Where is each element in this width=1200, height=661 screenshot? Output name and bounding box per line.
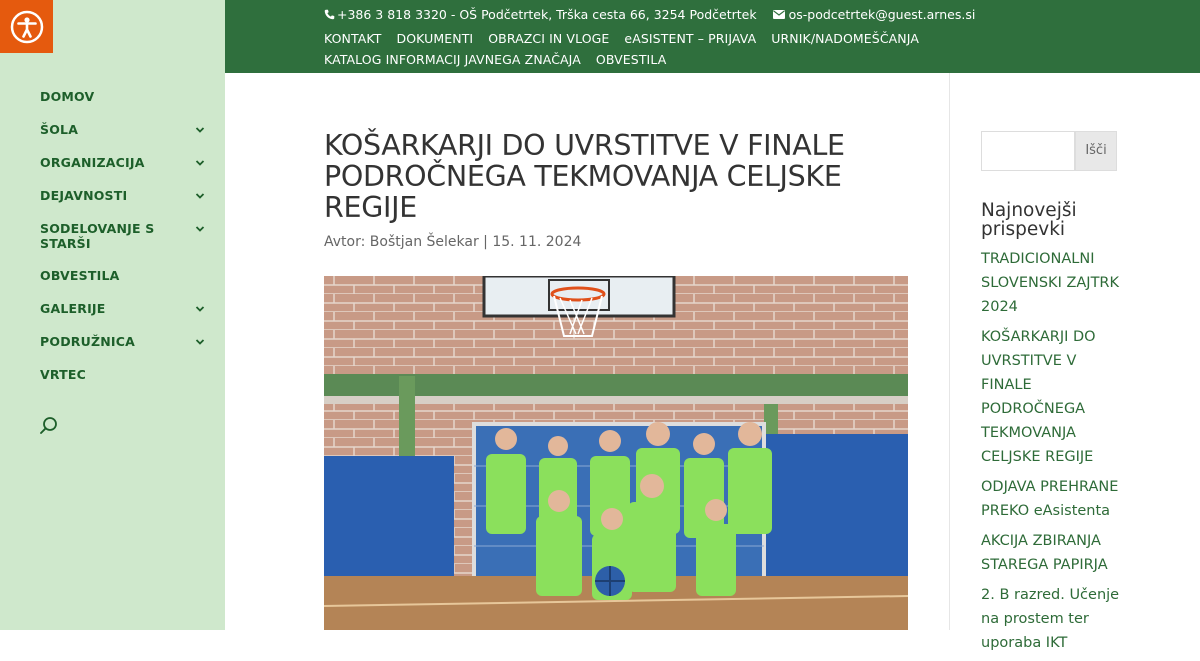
sidebar-item[interactable]	[40, 122, 210, 155]
sidebar-item[interactable]	[40, 188, 210, 221]
sidebar-item-label: VRTEC	[40, 367, 86, 382]
contact-line	[324, 7, 975, 22]
sidebar-item-label: DEJAVNOSTI	[40, 188, 128, 203]
chevron-down-icon[interactable]	[194, 223, 206, 235]
top-menu-item[interactable]: URNIK/NADOMEŠČANJA	[771, 31, 919, 46]
search-button[interactable]: Išči	[1075, 131, 1117, 171]
sidebar-item-label: ŠOLA	[40, 122, 79, 137]
top-menu-item[interactable]: OBVESTILA	[595, 52, 667, 67]
post-meta: Avtor: Boštjan Šelekar | 15. 11. 2024	[324, 234, 582, 250]
sidebar-item-label: GALERIJE	[40, 301, 106, 316]
post-featured-image	[324, 276, 908, 630]
sidebar-item[interactable]	[40, 89, 210, 122]
search-input[interactable]	[981, 131, 1075, 171]
contact-email[interactable]: os-podcetrtek@guest.arnes.si	[788, 7, 976, 22]
sidebar-item-label: OBVESTILA	[40, 268, 120, 283]
chevron-down-icon[interactable]	[194, 336, 206, 348]
content-divider	[949, 73, 950, 630]
sidebar-item-label: PODRUŽNICA	[40, 334, 135, 349]
top-menu	[324, 28, 944, 70]
post-title: KOŠARKARJI DO UVRSTITVE V FINALE PODROČNEGA TEKMOVANJA CELJSKE REGIJE	[324, 129, 845, 224]
contact-phone-address: +386 3 818 3320 - OŠ Podčetrtek, Trška cesta 66, 3254 Podčetrtek	[337, 7, 757, 22]
top-menu-item[interactable]: DOKUMENTI	[396, 31, 474, 46]
sidebar-item[interactable]	[40, 155, 210, 188]
sidebar-item[interactable]	[40, 221, 210, 268]
top-header	[225, 0, 1200, 73]
accessibility-icon	[10, 10, 44, 44]
top-menu-item[interactable]: KONTAKT	[324, 31, 382, 46]
search-icon[interactable]	[39, 416, 59, 436]
accessibility-button[interactable]	[0, 0, 53, 53]
recent-posts-list	[981, 247, 1121, 661]
recent-post-link[interactable]: 2. B razred. Učenje na prostem ter uporaba IKT	[981, 587, 1120, 651]
left-sidebar	[0, 0, 225, 630]
top-menu-item[interactable]: eASISTENT – PRIJAVA	[624, 31, 757, 46]
recent-post-link[interactable]: TRADICIONALNI SLOVENSKI ZAJTRK 2024	[981, 251, 1120, 315]
sidebar-item-label: ORGANIZACIJA	[40, 155, 145, 170]
chevron-down-icon[interactable]	[194, 303, 206, 315]
sidebar-item[interactable]	[40, 268, 210, 301]
chevron-down-icon[interactable]	[194, 157, 206, 169]
recent-post-link[interactable]: KOŠARKARJI DO UVRSTITVE V FINALE PODROČNEGA TEKMOVANJA CELJSKE REGIJE	[981, 329, 1096, 465]
recent-post-link[interactable]: ODJAVA PREHRANE PREKO eAsistenta	[981, 479, 1119, 519]
sidebar-item[interactable]	[40, 301, 210, 334]
sidebar-item-label: DOMOV	[40, 89, 95, 104]
top-menu-item[interactable]: KATALOG INFORMACIJ JAVNEGA ZNAČAJA	[324, 52, 581, 67]
sidebar-item-label: SODELOVANJE S STARŠI	[40, 221, 155, 251]
recent-posts-heading: Najnovejši prispevki	[981, 200, 1077, 240]
sidebar-item[interactable]	[40, 367, 210, 400]
top-menu-item[interactable]: OBRAZCI IN VLOGE	[488, 31, 610, 46]
envelope-icon	[773, 10, 785, 19]
chevron-down-icon[interactable]	[194, 190, 206, 202]
recent-post-link[interactable]: AKCIJA ZBIRANJA STAREGA PAPIRJA	[981, 533, 1108, 573]
chevron-down-icon[interactable]	[194, 124, 206, 136]
sidebar-item[interactable]	[40, 334, 210, 367]
main-navigation	[40, 89, 210, 400]
phone-icon	[324, 9, 335, 20]
